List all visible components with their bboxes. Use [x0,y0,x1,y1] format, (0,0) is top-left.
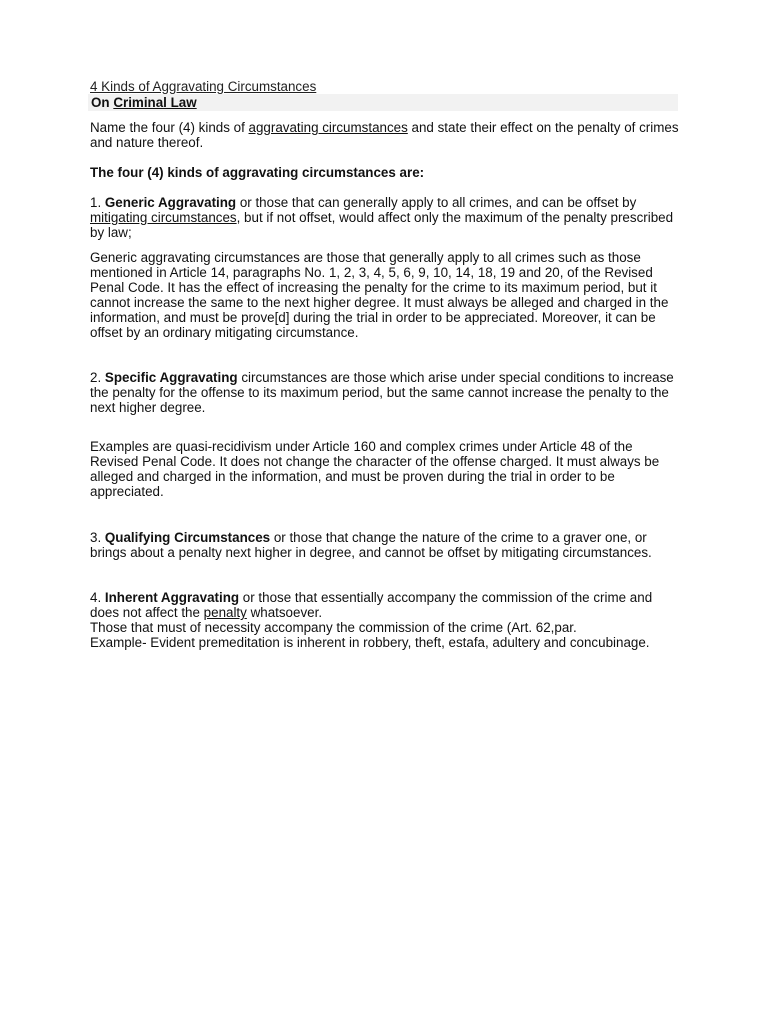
item-1-detail-paragraph: Generic aggravating circumstances are those that generally apply to all crimes such as those mentioned in Article 14, paragraphs No. 1, 2, 3, 4, 5, 6, 9, 10, 14, 18, 19 and 20, of the Revised Penal Code. It has the effect of increasing the penalty for the crime to its maximum period, but it cannot increase the same to the next higher degree. It must always be alleged and charged in the information, and must be prove[d] during the trial in order to be appreciated. Moreover, it can be offset by an ordinary mitigating circumstance. [90,250,669,340]
item-2-paragraph [90,370,680,415]
item-4-block [90,590,680,650]
item-3-paragraph [90,530,680,560]
item-1-number: 1. [90,195,105,210]
penalty-link[interactable]: penalty [203,605,247,620]
item-3-text: or those that change the nature of the crime to a graver one, or brings about a penalty next higher in degree, and cannot be offset by mitigating circumstances. [90,530,652,560]
item-4-line-2: Those that must of necessity accompany the commission of the crime (Art. 62,par. [90,620,577,635]
item-1-text-b: , but if not offset, would affect only the maximum of the penalty prescribed by law; [90,210,674,240]
item-4-example: Example- Evident premeditation is inherent in robbery, theft, estafa, adultery and concubinage. [90,635,650,650]
question-paragraph [90,120,680,150]
answer-heading: The four (4) kinds of aggravating circumstances are: [90,165,425,180]
item-1-paragraph [90,195,680,240]
item-1-text-a: or those that can generally apply to all crimes, and can be offset by [236,195,637,210]
item-4-term: Inherent Aggravating [104,590,240,605]
criminal-law-link[interactable]: Criminal Law [113,95,197,110]
mitigating-circumstances-link[interactable]: mitigating circumstances [90,210,237,225]
aggravating-circumstances-link[interactable]: aggravating circumstances [248,120,408,135]
subheading-prefix: On [91,95,114,110]
item-3-term: Qualifying Circumstances [104,530,271,545]
item-4-number: 4. [90,590,105,605]
item-3-number: 3. [90,530,105,545]
question-post: and state their effect on the penalty of crimes and nature thereof. [90,120,679,150]
item-4-text-b: whatsoever. [246,605,323,620]
item-2-examples-paragraph: Examples are quasi-recidivism under Article 160 and complex crimes under Article 48 of the Revised Penal Code. It does not change the character of the offense charged. It must always be alleged and charged in the information, and must be proven during the trial in order to be appreciated. [90,439,660,499]
item-2-text: circumstances are those which arise under special conditions to increase the penalty for the offense to its maximum period, but the same cannot increase the penalty to the next higher degree. [90,370,674,415]
document-title: 4 Kinds of Aggravating Circumstances [90,79,317,94]
item-2-number: 2. [90,370,105,385]
item-2-term: Specific Aggravating [104,370,238,385]
item-4-paragraph [90,590,680,620]
item-4-text-a: or those that essentially accompany the commission of the crime and does not affect the [90,590,653,620]
item-1-term: Generic Aggravating [104,195,237,210]
question-pre: Name the four (4) kinds of [90,120,249,135]
category-subheading [88,94,678,111]
